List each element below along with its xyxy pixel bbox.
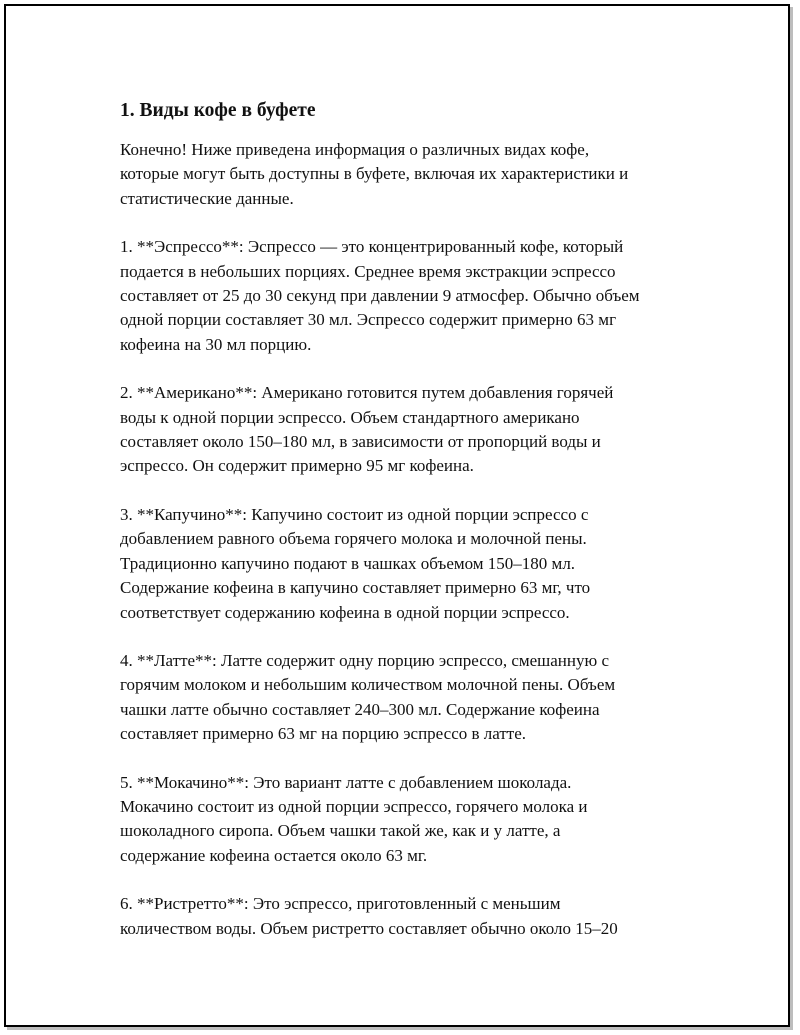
latte-paragraph [120, 649, 700, 747]
text-line: Содержание кофеина в капучино составляет примерно 63 мг, что [120, 578, 591, 598]
text-line: добавлением равного объема горячего молока и молочной пены. [120, 529, 587, 549]
document-content [120, 98, 700, 965]
text-line: горячим молоком и небольшим количеством молочной пены. Объем [120, 675, 616, 695]
text-line: чашки латте обычно составляет 240–300 мл. Содержание кофеина [120, 699, 600, 719]
text-line: соответствует содержанию кофеина в одной порции эспрессо. [120, 602, 570, 622]
text-line: составляет около 150–180 мл, в зависимости от пропорций воды и [120, 432, 601, 452]
text-line: содержание кофеина остается около 63 мг. [120, 845, 428, 865]
text-line: 6. **Ристретто**: Это эспрессо, приготовленный с меньшим [120, 894, 561, 914]
text-line: одной порции составляет 30 мл. Эспрессо содержит примерно 63 мг [120, 310, 617, 330]
cappuccino-paragraph [120, 503, 700, 625]
text-line: 2. **Американо**: Американо готовится путем добавления горячей [120, 383, 614, 403]
text-line: шоколадного сиропа. Объем чашки такой же, как и у латте, а [120, 821, 561, 841]
text-line: составляет примерно 63 мг на порцию эспрессо в латте. [120, 724, 527, 744]
text-line: Мокачино состоит из одной порции эспрессо, горячего молока и [120, 796, 588, 816]
text-line: эспрессо. Он содержит примерно 95 мг кофеина. [120, 456, 474, 476]
mochaccino-paragraph [120, 771, 700, 869]
text-line: 1. **Эспрессо**: Эспрессо — это концентрированный кофе, который [120, 237, 624, 257]
text-line: Конечно! Ниже приведена информация о различных видах кофе, [120, 140, 590, 159]
espresso-paragraph [120, 235, 700, 357]
text-line: воды к одной порции эспрессо. Объем стандартного американо [120, 407, 580, 427]
ristretto-paragraph [120, 892, 700, 941]
text-line: 5. **Мокачино**: Это вариант латте с добавлением шоколада. [120, 772, 572, 792]
text-line: которые могут быть доступны в буфете, включая их характеристики и [120, 164, 629, 184]
text-line: кофеина на 30 мл порцию. [120, 334, 312, 354]
document-page [4, 4, 790, 1027]
intro-paragraph [120, 138, 700, 211]
text-line: подается в небольших порциях. Среднее время экстракции эспрессо [120, 261, 616, 281]
section-heading: 1. Виды кофе в буфете [120, 100, 316, 121]
text-line: статистические данные. [120, 188, 294, 208]
text-line: Традиционно капучино подают в чашках объемом 150–180 мл. [120, 553, 576, 573]
text-line: 4. **Латте**: Латте содержит одну порцию эспрессо, смешанную с [120, 650, 609, 670]
text-line: 3. **Капучино**: Капучино состоит из одной порции эспрессо с [120, 504, 589, 524]
americano-paragraph [120, 381, 700, 479]
text-line: составляет от 25 до 30 секунд при давлении 9 атмосфер. Обычно объем [120, 286, 640, 306]
text-line: количеством воды. Объем ристретто составляет обычно около 15–20 [120, 918, 618, 938]
